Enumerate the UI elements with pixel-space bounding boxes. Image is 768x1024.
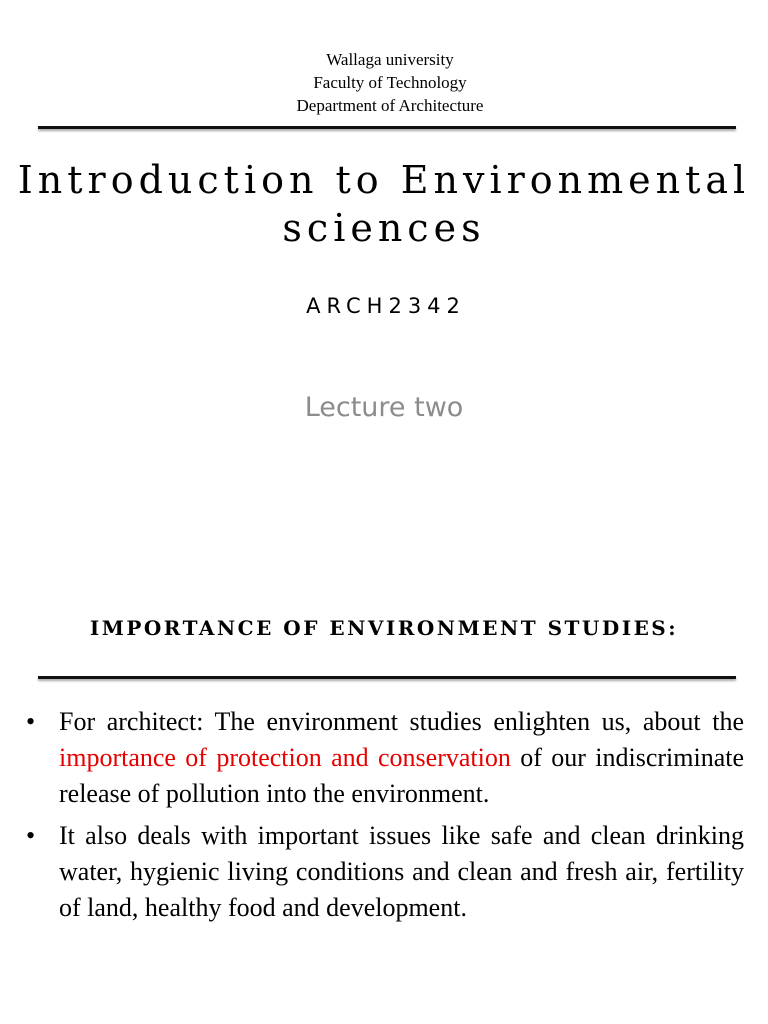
section-heading: IMPORTANCE OF ENVIRONMENT STUDIES: bbox=[89, 616, 679, 640]
bullet-list bbox=[24, 704, 744, 932]
institution-header bbox=[0, 48, 768, 117]
title-line-1: Introduction to Environmental bbox=[17, 158, 751, 202]
top-divider bbox=[38, 126, 736, 129]
bullet-text-after: of our indiscriminate release of pollution into the environment. bbox=[59, 743, 744, 808]
bullet-text-before: For architect: The environment studies enlighten us, about the bbox=[59, 707, 744, 736]
section-divider bbox=[38, 676, 736, 679]
department-name: Department of Architecture bbox=[296, 96, 484, 115]
highlighted-phrase: importance of protection and conservation bbox=[59, 743, 511, 772]
bullet-item-architect bbox=[24, 704, 744, 812]
course-code: ARCH2342 bbox=[306, 294, 466, 318]
bullet-dot-icon: • bbox=[26, 707, 36, 736]
faculty-name: Faculty of Technology bbox=[313, 73, 467, 92]
bullet-dot-icon: • bbox=[26, 821, 36, 850]
bullet-item-issues bbox=[24, 818, 744, 926]
lecture-subtitle: Lecture two bbox=[304, 392, 464, 423]
university-name: Wallaga university bbox=[326, 50, 454, 69]
title-line-2: sciences bbox=[282, 206, 486, 250]
slide-title bbox=[0, 156, 768, 252]
bullet-text: It also deals with important issues like safe and clean drinking water, hygienic living conditions and clean and fresh air, fertility of land, healthy food and development. bbox=[59, 821, 744, 922]
